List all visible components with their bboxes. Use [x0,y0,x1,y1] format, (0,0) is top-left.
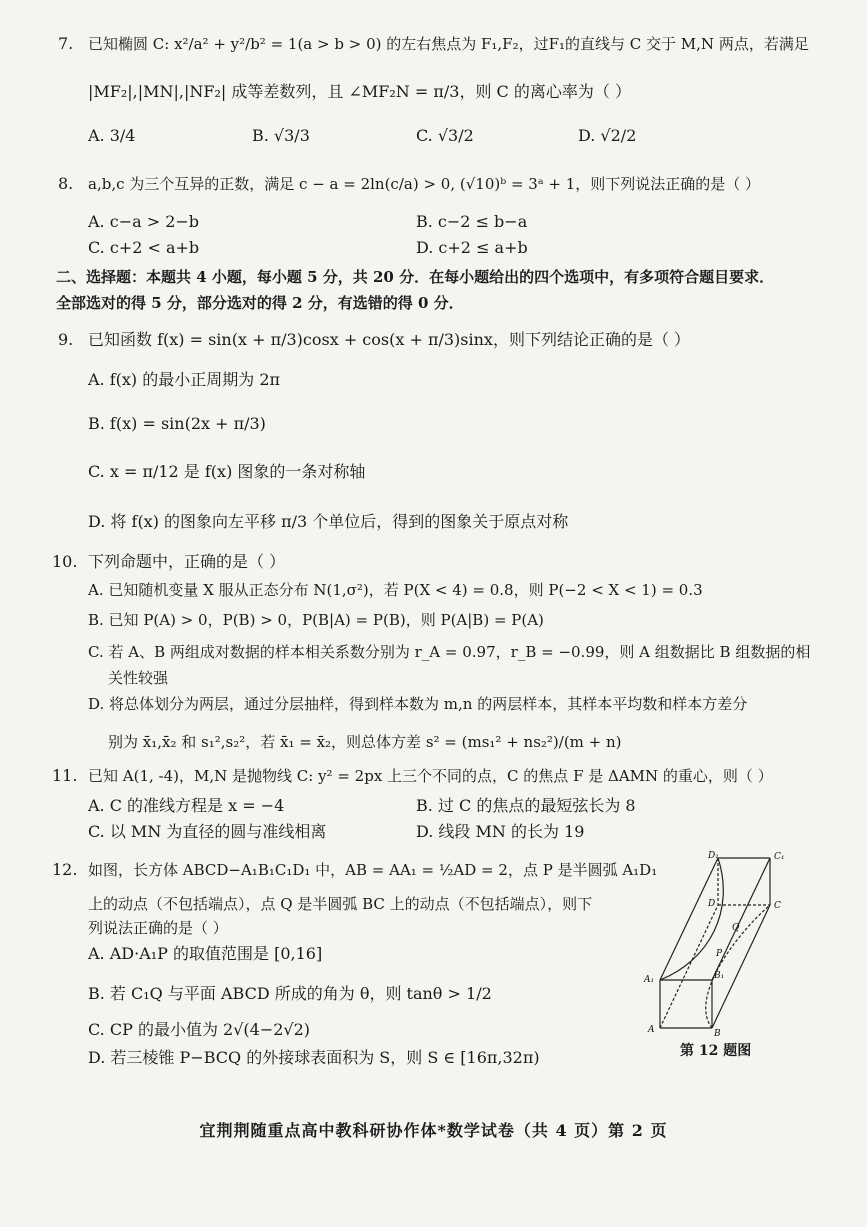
question-10-option-b: B. 已知 P(A) > 0，P(B) > 0，P(B|A) = P(B)，则 P(A|B) = P(A) [88,611,544,629]
question-12-option-c: C. CP 的最小值为 2√(4−2√2) [88,1020,311,1039]
question-9-option-c: C. x = π/12 是 f(x) 图象的一条对称轴 [88,462,366,481]
question-11-stem: 已知 A(1, -4)，M,N 是抛物线 C: y² = 2px 上三个不同的点，C 的焦点 F 是 ΔAMN 的重心，则（ ） [88,767,773,785]
question-12-number: 12. [52,860,78,879]
question-11-option-a: A. C 的准线方程是 x = −4 [88,796,285,815]
question-8-option-b: B. c−2 ≤ b−a [416,212,528,231]
question-10-option-a: A. 已知随机变量 X 服从正态分布 N(1,σ²)，若 P(X < 4) = 0.8，则 P(−2 < X < 1) = 0.3 [88,581,703,599]
fig-label-q: Q [732,923,740,933]
figure-caption: 第 12 题图 [680,1043,752,1059]
question-11-option-d: D. 线段 MN 的长为 19 [416,822,585,841]
question-11-option-c: C. 以 MN 为直径的圆与准线相离 [88,822,327,841]
question-9-option-a: A. f(x) 的最小正周期为 2π [88,370,281,389]
question-8-stem: a,b,c 为三个互异的正数，满足 c − a = 2ln(c/a) > 0, (√10)ᵇ = 3ᵃ + 1，则下列说法正确的是（ ） [88,175,761,193]
question-9-number: 9. [58,330,74,349]
question-10-option-d: D. 将总体划分为两层，通过分层抽样，得到样本数为 m,n 的两层样本，其样本平均数和样本方差分 [88,695,748,713]
question-9-option-b: B. f(x) = sin(2x + π/3) [88,414,266,433]
question-12-option-a: A. AD·A₁P 的取值范围是 [0,16] [88,944,323,963]
fig-label-c: C [774,901,781,911]
fig-label-p: P [716,949,723,959]
fig-label-a1: A₁ [644,975,655,985]
question-8-option-d: D. c+2 ≤ a+b [416,238,528,257]
question-7-option-a: A. 3/4 [88,126,136,145]
question-7-option-d: D. √2/2 [578,126,637,145]
question-12-stem-line2: 上的动点（不包括端点），点 Q 是半圆弧 BC 上的动点（不包括端点），则下 [88,895,593,913]
question-7-option-b: B. √3/3 [252,126,310,145]
cuboid-figure [640,850,810,1060]
question-10-option-d-cont: 别为 x̄₁,x̄₂ 和 s₁²,s₂²，若 x̄₁ = x̄₂，则总体方差 s² = (ms₁² + ns₂²)/(m + n) [108,733,622,751]
question-7-stem-line1: 已知椭圆 C: x²/a² + y²/b² = 1(a > b > 0) 的左右焦点为 F₁,F₂，过F₁的直线与 C 交于 M,N 两点，若满足 [88,35,809,53]
fig-label-d: D [708,899,716,909]
question-10-option-c: C. 若 A、B 两组成对数据的样本相关系数分别为 r_A = 0.97，r_B = −0.99，则 A 组数据比 B 组数据的相 [88,643,811,661]
question-8-option-a: A. c−a > 2−b [88,212,200,231]
question-9-option-d: D. 将 f(x) 的图象向左平移 π/3 个单位后，得到的图象关于原点对称 [88,512,569,531]
fig-label-b: B [714,1029,721,1039]
question-8-number: 8. [58,174,74,193]
section-2-rules: 全部选对的得 5 分，部分选对的得 2 分，有选错的得 0 分． [56,294,464,312]
question-8-option-c: C. c+2 < a+b [88,238,200,257]
question-10-stem: 下列命题中，正确的是（ ） [88,552,286,571]
question-12-stem-line3: 列说法正确的是（ ） [88,919,228,937]
question-12-option-d: D. 若三棱锥 P−BCQ 的外接球表面积为 S，则 S ∈ [16π,32π) [88,1048,540,1067]
fig-label-d1: D₁ [708,851,719,861]
question-7-option-c: C. √3/2 [416,126,474,145]
page-footer: 宜荆荆随重点高中教科研协作体*数学试卷（共 4 页）第 2 页 [199,1121,668,1140]
question-9-stem: 已知函数 f(x) = sin(x + π/3)cosx + cos(x + π/3)sinx，则下列结论正确的是（ ） [88,330,691,349]
question-10-option-c-cont: 关性较强 [108,669,169,687]
fig-label-a: A [648,1025,655,1035]
question-12-option-b: B. 若 C₁Q 与平面 ABCD 所成的角为 θ，则 tanθ > 1/2 [88,984,492,1003]
question-12-stem-line1: 如图，长方体 ABCD−A₁B₁C₁D₁ 中，AB = AA₁ = ½AD = 2，点 P 是半圆弧 A₁D₁ [88,861,658,879]
fig-label-b1: B₁ [714,971,725,981]
question-11-number: 11. [52,766,78,785]
fig-label-c1: C₁ [774,852,785,862]
question-10-number: 10. [52,552,78,571]
section-2-heading: 二、选择题：本题共 4 小题，每小题 5 分，共 20 分．在每小题给出的四个选项中，有多项符合题目要求． [56,268,775,286]
question-7-number: 7. [58,34,74,53]
question-7-stem-line2: |MF₂|,|MN|,|NF₂| 成等差数列，且 ∠MF₂N = π/3，则 C 的离心率为（ ） [88,82,631,101]
question-11-option-b: B. 过 C 的焦点的最短弦长为 8 [416,796,636,815]
